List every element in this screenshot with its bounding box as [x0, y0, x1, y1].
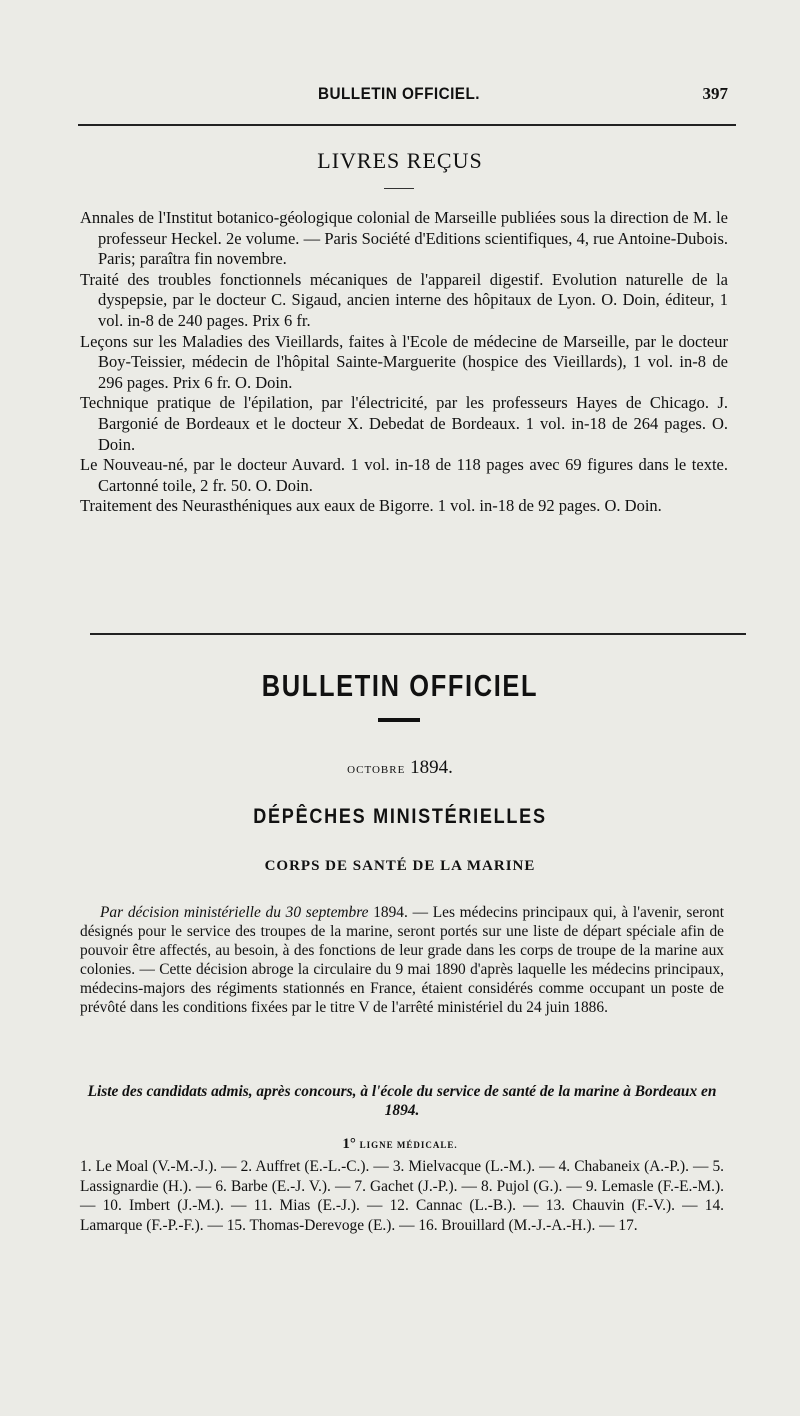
candidates-list: 1. Le Moal (V.-M.-J.). — 2. Auffret (E.-L.-C.). — 3. Mielvacque (L.-M.). — 4. Chabaneix (A.-P.). — 5. Lassignardie (H.). — 6. Barbe (E.-J. V.). — 7. Gachet (J.-P.). — 8. Pujol (G.). — 9. Lemasle (F.-E.-M.). — 10. Imbert (J.-M.). — 11. Mias (E.-J.). — 12. Cannac (L.-B.). — 13. Chauvin (F.-V.). — 14. Lamarque (F.-P.-F.). — 15. Thomas-Derevoge (E.). — 16. Brouillard (M.-J.-A.-H.). — 17.: [80, 1158, 724, 1234]
title-separator: [384, 188, 414, 189]
bulletin-title: BULLETIN OFFICIEL: [261, 668, 539, 703]
corps-title: CORPS DE SANTÉ DE LA MARINE: [264, 858, 536, 874]
page-header: [78, 84, 728, 108]
bulletin-title-bar: [378, 718, 420, 722]
book-entry: Technique pratique de l'épilation, par l'électricité, par les professeurs Hayes de Chicago. J. Bargonié de Bordeaux et le docteur X. Debedat de Bordeaux. 1 vol. in-18 de 264 pages. O. Doin.: [80, 393, 728, 454]
section-divider: [90, 633, 746, 635]
decision-body: 1894. — Les médecins principaux qui, à l'avenir, seront désignés pour le service des troupes de la marine, seront portés sur une liste de départ spéciale afin de pouvoir être affectés, au besoin, à des fonctions de leur grade dans les corps de troupe de la marine aux colonies. — Cette décision abroge la circulaire du 9 mai 1890 d'après laquelle les médecins principaux, médecins-majors des régiments stationnés en France, étaient considérés comme occupant un poste de prévôté dans les conditions fixées par le titre V de l'arrêté ministériel du 24 juin 1886.: [80, 904, 725, 1016]
ligne-medicale-heading: [0, 1136, 800, 1153]
decision-paragraph: [80, 903, 724, 1017]
livres-recus-title: LIVRES REÇUS: [317, 148, 483, 173]
candidates-heading: Liste des candidats admis, après concours, à l'école du service de santé de la marine à Bordeaux en 1894.: [87, 1083, 717, 1119]
issue-month: OCTOBRE: [347, 764, 406, 776]
book-entry: Annales de l'Institut botanico-géologique colonial de Marseille publiées sous la direction de M. le professeur Heckel. 2e volume. — Paris Société d'Editions scientifiques, 4, rue Antoine-Dubois. Paris; paraîtra fin novembre.: [80, 208, 728, 269]
page-number: 397: [702, 84, 728, 103]
ligne-number: 1°: [342, 1136, 356, 1152]
running-title: BULLETIN OFFICIEL.: [318, 84, 480, 103]
ligne-label: LIGNE MÉDICALE.: [359, 1140, 458, 1150]
book-entry: Traitement des Neurasthéniques aux eaux de Bigorre. 1 vol. in-18 de 92 pages. O. Doin.: [80, 496, 662, 516]
depeches-title: DÉPÊCHES MINISTÉRIELLES: [253, 805, 547, 828]
book-entry: Le Nouveau-né, par le docteur Auvard. 1 vol. in-18 de 118 pages avec 69 figures dans le texte. Cartonné toile, 2 fr. 50. O. Doin.: [80, 455, 728, 495]
decision-intro: Par décision ministérielle du 30 septembre: [100, 904, 369, 921]
issue-year: 1894.: [410, 757, 453, 778]
book-entry: Leçons sur les Maladies des Vieillards, faites à l'Ecole de médecine de Marseille, par le docteur Boy-Teissier, médecin de l'hôpital Sainte-Marguerite (hospice des Vieillards), 1 vol. in-8 de 296 pages. Prix 6 fr. O. Doin.: [80, 331, 728, 392]
book-list: [80, 208, 728, 517]
header-rule: [78, 124, 736, 126]
issue-date: [0, 757, 800, 779]
book-entry: Traité des troubles fonctionnels mécaniques de l'appareil digestif. Evolution naturelle de la dyspepsie, par le docteur C. Sigaud, ancien interne des hôpitaux de Lyon. O. Doin, éditeur, 1 vol. in-8 de 240 pages. Prix 6 fr.: [80, 269, 728, 330]
